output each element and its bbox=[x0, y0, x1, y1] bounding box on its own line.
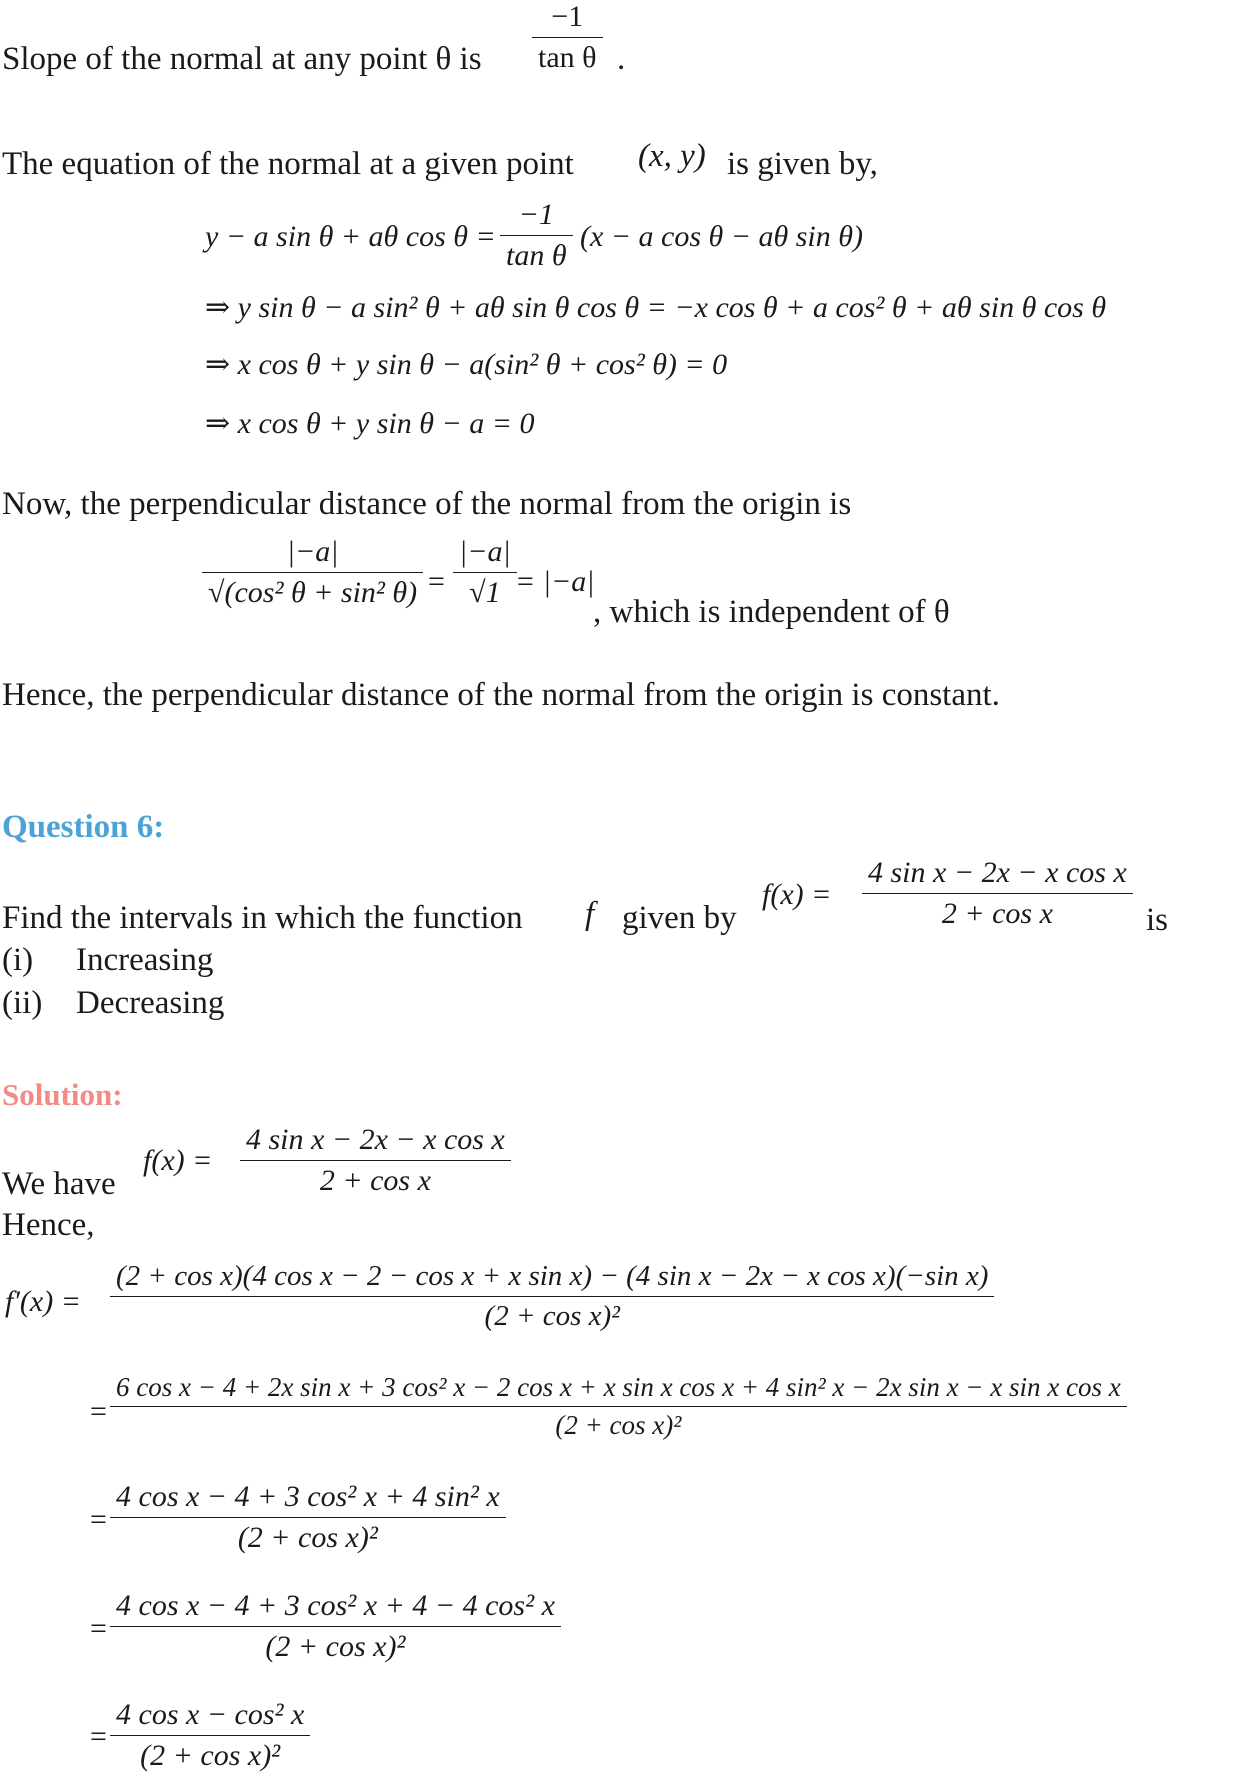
eq-intro-tail: is given by, bbox=[727, 146, 878, 182]
part1-label: (i) bbox=[2, 942, 34, 978]
derivative-step4-equals: = bbox=[90, 1612, 107, 1645]
question-text: Find the intervals in which the function bbox=[2, 900, 523, 936]
question-denominator: 2 + cos x bbox=[941, 897, 1053, 930]
derivative-step1 bbox=[110, 1262, 994, 1331]
solution-heading: Solution: bbox=[2, 1077, 123, 1112]
distance-intro: Now, the perpendicular distance of the normal from the origin is bbox=[2, 486, 852, 522]
distance-frac2-denominator: √1 bbox=[469, 576, 501, 609]
distance-equals-2: = |−a| bbox=[515, 565, 595, 598]
normal-eq-denominator: tan θ bbox=[506, 239, 567, 272]
derivative-step5-numerator: 4 cos x − cos² x bbox=[116, 1698, 305, 1731]
derivative-step3-equals: = bbox=[90, 1503, 107, 1536]
derivative-step4-denominator: (2 + cos x)² bbox=[265, 1630, 406, 1663]
solution-fx: f(x) = bbox=[143, 1144, 213, 1177]
part2-label: (ii) bbox=[2, 985, 43, 1021]
derivative-step1-denominator: (2 + cos x)² bbox=[484, 1300, 620, 1332]
question-heading: Question 6: bbox=[2, 809, 165, 845]
distance-frac1-denominator: √(cos² θ + sin² θ) bbox=[208, 576, 418, 609]
distance-frac1-numerator: |−a| bbox=[286, 535, 339, 568]
question-is: is bbox=[1146, 902, 1169, 938]
eq-intro-text: The equation of the normal at a given point bbox=[2, 146, 574, 182]
we-have-text: We have bbox=[2, 1166, 116, 1202]
derivative-step2-numerator: 6 cos x − 4 + 2x sin x + 3 cos² x − 2 cos x + x sin x cos x + 4 sin² x − 2x sin x − x sin x cos x bbox=[116, 1372, 1121, 1402]
slope-denominator: tan θ bbox=[538, 41, 597, 74]
normal-eq-line4: ⇒ x cos θ + y sin θ − a = 0 bbox=[205, 407, 535, 440]
distance-conclusion: Hence, the perpendicular distance of the normal from the origin is constant. bbox=[2, 677, 1000, 713]
distance-fraction-2 bbox=[453, 537, 517, 608]
derivative-step3 bbox=[110, 1482, 506, 1553]
normal-eq-fraction bbox=[500, 200, 573, 271]
question-fraction bbox=[862, 858, 1133, 929]
solution-fraction bbox=[240, 1125, 511, 1196]
slope-numerator: −1 bbox=[551, 0, 584, 33]
distance-fraction-1 bbox=[202, 537, 423, 608]
question-f: f bbox=[585, 896, 595, 932]
slope-fraction bbox=[532, 2, 603, 73]
normal-eq-line2: ⇒ y sin θ − a sin² θ + aθ sin θ cos θ = −x cos θ + a cos² θ + aθ sin θ cos θ bbox=[205, 291, 1107, 324]
question-given-by: given by bbox=[622, 900, 737, 936]
normal-eq-numerator: −1 bbox=[518, 198, 554, 231]
question-fx: f(x) = bbox=[762, 878, 832, 911]
derivative-step5 bbox=[110, 1700, 310, 1771]
derivative-step5-equals: = bbox=[90, 1720, 107, 1753]
question-numerator: 4 sin x − 2x − x cos x bbox=[868, 856, 1127, 889]
normal-eq-lhs: y − a sin θ + aθ cos θ = bbox=[205, 220, 496, 253]
derivative-step5-denominator: (2 + cos x)² bbox=[140, 1739, 281, 1772]
derivative-step2-equals: = bbox=[90, 1395, 107, 1428]
derivative-step3-denominator: (2 + cos x)² bbox=[237, 1521, 378, 1554]
derivative-step2 bbox=[110, 1374, 1127, 1439]
part2-text: Decreasing bbox=[76, 985, 225, 1021]
hence-text: Hence, bbox=[2, 1207, 95, 1243]
derivative-step4 bbox=[110, 1591, 561, 1662]
eq-intro-point: (x, y) bbox=[638, 138, 706, 174]
derivative-step2-denominator: (2 + cos x)² bbox=[555, 1410, 682, 1440]
derivative-step4-numerator: 4 cos x − 4 + 3 cos² x + 4 − 4 cos² x bbox=[116, 1589, 555, 1622]
solution-denominator: 2 + cos x bbox=[319, 1164, 431, 1197]
normal-eq-rhs: (x − a cos θ − aθ sin θ) bbox=[580, 220, 863, 253]
distance-tail: , which is independent of θ bbox=[593, 594, 950, 630]
derivative-lhs: f′(x) = bbox=[5, 1285, 81, 1318]
distance-equals-1: = bbox=[428, 565, 445, 598]
slope-text: Slope of the normal at any point θ is bbox=[2, 41, 482, 77]
slope-period: . bbox=[617, 41, 626, 77]
solution-numerator: 4 sin x − 2x − x cos x bbox=[246, 1123, 505, 1156]
derivative-step3-numerator: 4 cos x − 4 + 3 cos² x + 4 sin² x bbox=[116, 1480, 500, 1513]
part1-text: Increasing bbox=[76, 942, 214, 978]
derivative-step1-numerator: (2 + cos x)(4 cos x − 2 − cos x + x sin x) − (4 sin x − 2x − x cos x)(−sin x) bbox=[116, 1260, 989, 1292]
normal-eq-line3: ⇒ x cos θ + y sin θ − a(sin² θ + cos² θ) = 0 bbox=[205, 348, 728, 381]
distance-frac2-numerator: |−a| bbox=[459, 535, 511, 568]
